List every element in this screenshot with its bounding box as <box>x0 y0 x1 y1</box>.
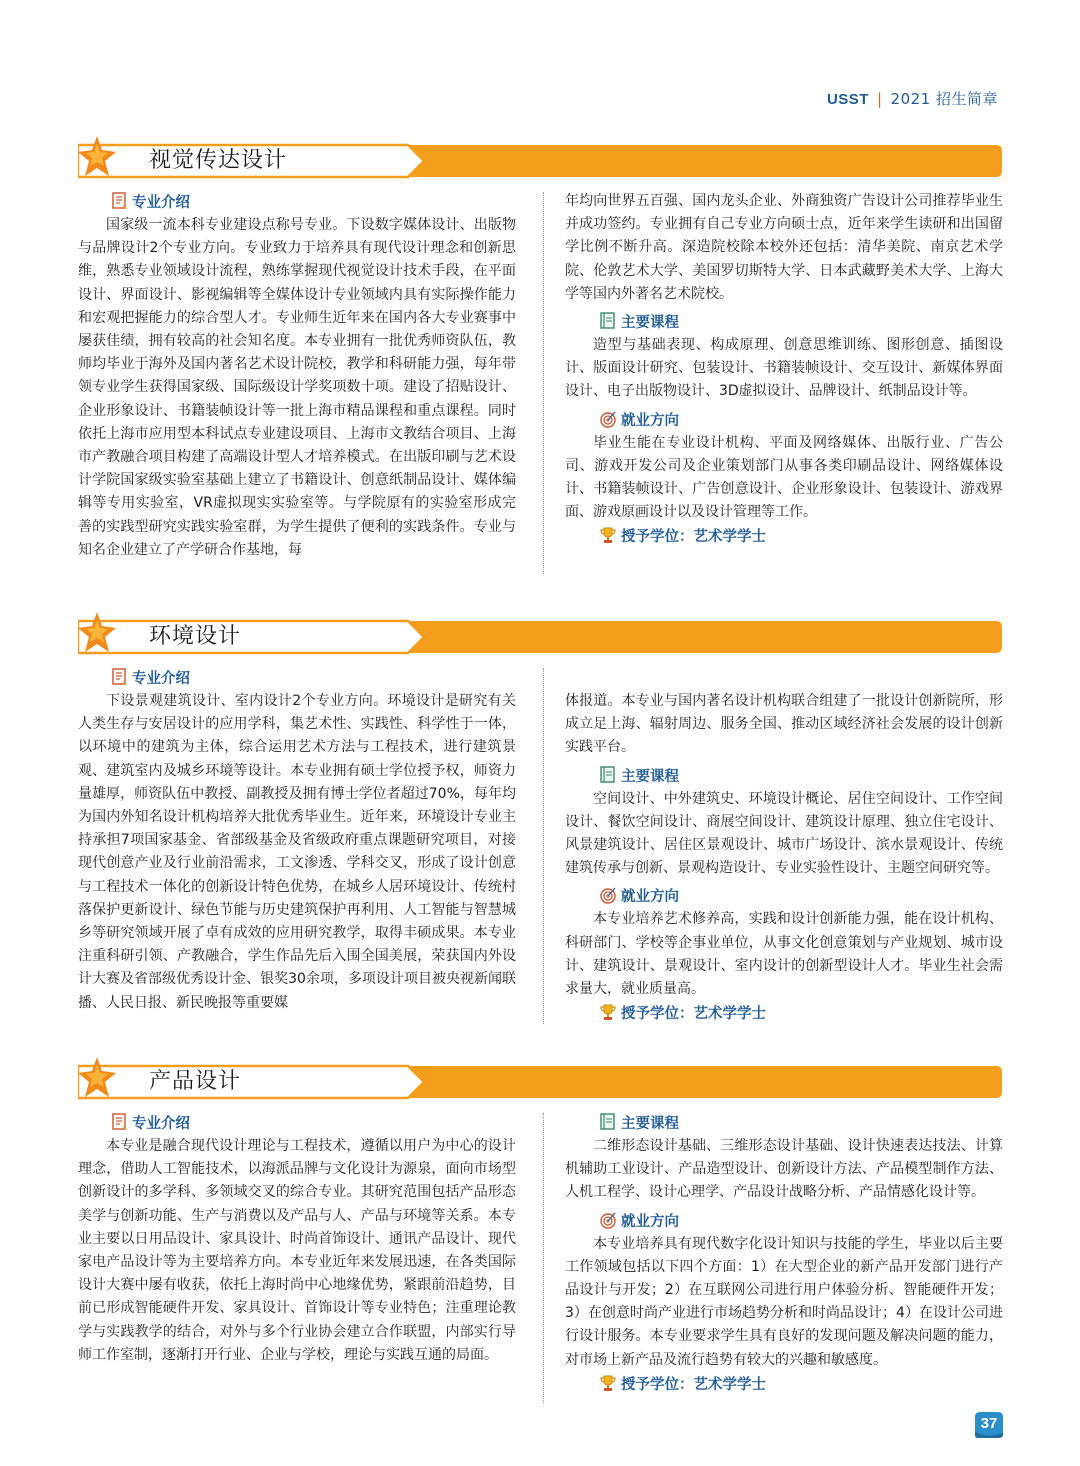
brand-name: USST <box>826 91 869 108</box>
page-number-badge <box>974 1411 1004 1439</box>
intro-text-continued: 体报道。本专业与国内著名设计机构联合组建了一批设计创新院所，形成立足上海、辐射周边、服务全国、推动区域经济社会发展的设计创新实践平台。 <box>565 693 1003 756</box>
courses-label <box>565 312 1003 334</box>
courses-label-text: 主要课程 <box>621 315 679 332</box>
career-text: 毕业生能在专业设计机构、平面及网络媒体、出版行业、广告公司、游戏开发公司及企业策划部门从事各类印刷品设计、网络媒体设计、书籍装帧设计、广告创意设计、企业形象设计、包装设计、游戏界面、游戏原画设计以及设计管理等工作。 <box>565 434 1003 521</box>
column-divider <box>543 192 544 574</box>
target-icon <box>599 410 617 428</box>
section-banner-product-design <box>78 1063 1002 1101</box>
book-icon <box>599 766 617 784</box>
section-1-left-column <box>78 192 516 562</box>
intro-label <box>78 192 516 214</box>
courses-label-text: 主要课程 <box>621 1116 679 1132</box>
degree-label <box>565 526 1003 548</box>
section-2-left-column <box>78 668 516 1015</box>
career-label <box>565 1211 1003 1233</box>
section-banner-visual-communication <box>78 142 1002 180</box>
courses-label <box>565 1113 1003 1135</box>
intro-text: 下设景观建筑设计、室内设计2个专业方向。环境设计是研究有关人类生存与安居设计的应用学科，集艺术性、实践性、科学性于一体，以环境中的建筑为主体，综合运用艺术方法与工程技术，进行建筑景观、建筑室内及城乡环境等设计。本专业拥有硕士学位授予权，师资力量雄厚，师资队伍中教授、副教授及拥有博士学位者超过70%，每年均为国内外知名设计机构培养大批优秀毕业生。近年来，环境设计专业主持承担7项国家基金、省部级基金及省级政府重点课题研究项目，对接现代创意产业及行业前沿需求，工文渗透、学科交叉，形成了设计创意与工程技术一体化的创新设计特色优势，在城乡人居环境设计、传统村落保护更新设计、绿色节能与历史建筑保护再利用、人工智能与智慧城乡等研究领域开展了卓有成效的应用研究教学，取得丰硕成果。本专业注重科研引领、产教融合，学生作品先后入围全国美展，荣获国内外设计大赛及省部级优秀设计金、银奖30余项，多项设计项目被央视新闻联播、人民日报、新民晚报等重要媒 <box>78 693 516 1011</box>
courses-label-text: 主要课程 <box>621 768 679 785</box>
section-3-right-column <box>565 1113 1003 1396</box>
trophy-icon <box>599 1374 617 1392</box>
courses-text: 空间设计、中外建筑史、环境设计概论、居住空间设计、工作空间设计、餐饮空间设计、商展空间设计、建筑设计原理、独立住宅设计、风景建筑设计、居住区景观设计、城市广场设计、滨水景观设计、传统建筑传承与创新、景观构造设计、专业实验性设计、主题空间研究等。 <box>565 790 1003 877</box>
intro-text: 国家级一流本科专业建设点称号专业。下设数字媒体设计、出版物与品牌设计2个专业方向。专业致力于培养具有现代设计理念和创新思维，熟悉专业领域设计流程，熟练掌握现代视觉设计技术手段，在平面设计、界面设计、影视编辑等全媒体设计专业领域内具有实际操作能力和宏观把握能力的综合型人才。专业师生近年来在国内各大专业赛事中屡获佳绩，拥有较高的社会知名度。本专业拥有一批优秀师资队伍，教师均毕业于海外及国内著名艺术设计院校，教学和科研能力强，每年带领专业学生获得国家级、国际级设计学奖项数十项。建设了招贴设计、企业形象设计、书籍装帧设计等一批上海市精品课程和重点课程。同时依托上海市应用型本科试点专业建设项目、上海市文教结合项目、上海市产教融合项目构建了高端设计型人才培养模式。在出版印刷与艺术设计学院国家级实验室基础上建立了书籍设计、创意纸制品设计、媒体编辑等专用实验室，VR虚拟现实实验室等。与学院原有的实验室形成完善的实践型研究实践实验室群，为学生提供了便利的实践条件。专业与知名企业建立了产学研合作基地，每 <box>78 217 516 558</box>
header-separator: | <box>876 90 883 108</box>
header-subtitle: 2021 招生简章 <box>890 90 998 108</box>
document-icon <box>110 668 128 686</box>
section-title: 视觉传达设计 <box>149 148 288 173</box>
section-banner-environmental-design <box>78 618 1002 656</box>
target-icon <box>599 886 617 904</box>
career-label <box>565 886 1003 908</box>
career-label-text: 就业方向 <box>621 889 679 906</box>
section-title: 产品设计 <box>149 1069 242 1094</box>
section-1-right-column <box>565 190 1003 548</box>
trophy-icon <box>599 1003 617 1021</box>
section-3-left-column <box>78 1113 516 1367</box>
column-divider <box>543 1113 544 1403</box>
career-text: 本专业培养艺术修养高，实践和设计创新能力强，能在设计机构、科研部门、学校等企事业单位，从事文化创意策划与产业规划、城市设计、建筑设计、景观设计、室内设计的创新型设计人才。毕业生社会需求量大，就业质量高。 <box>565 911 1003 998</box>
page-header <box>827 88 998 109</box>
degree-label <box>565 1374 1003 1396</box>
document-icon <box>110 1113 128 1131</box>
courses-label <box>565 766 1003 788</box>
section-2-right-column <box>565 690 1003 1025</box>
star-icon <box>76 1055 118 1101</box>
degree-label <box>565 1003 1003 1025</box>
intro-label-text: 专业介绍 <box>132 195 190 211</box>
career-label-text: 就业方向 <box>621 1213 679 1230</box>
document-icon <box>110 192 128 210</box>
courses-text: 造型与基础表现、构成原理、创意思维训练、图形创意、插图设计、版面设计研究、包装设计、书籍装帧设计、交互设计、新媒体界面设计、电子出版物设计、3D虚拟设计、品牌设计、纸制品设计等。 <box>565 337 1003 400</box>
courses-text: 二维形态设计基础、三维形态设计基础、设计快速表达技法、计算机辅助工业设计、产品造型设计、创新设计方法、产品模型制作方法、人机工程学、设计心理学、产品设计战略分析、产品情感化设计等。 <box>565 1138 1003 1201</box>
section-title: 环境设计 <box>149 624 242 649</box>
degree-text: 授予学位：艺术学学士 <box>621 1006 766 1023</box>
career-label-text: 就业方向 <box>621 412 679 429</box>
intro-text: 本专业是融合现代设计理论与工程技术，遵循以用户为中心的设计理念，借助人工智能技术，以海派品牌与文化设计为源泉，面向市场型创新设计的多学科、多领域交叉的综合专业。其研究范围包括产品形态美学与创新功能、生产与消费以及产品与人、产品与环境等关系。本专业主要以日用品设计、家具设计、时尚首饰设计、通讯产品设计、现代家电产品设计等为主要培养方向。本专业近年来发展迅速，在各类国际设计大赛中屡有收获，依托上海时尚中心地缘优势，紧跟前沿趋势，目前已形成智能硬件开发、家具设计、首饰设计等专业特色；注重理论教学与实践教学的结合，对外与多个行业协会建立合作联盟，内部实行导师工作室制，逐渐打开行业、企业与学校，理论与实践互通的局面。 <box>78 1138 516 1363</box>
page-number: 37 <box>980 1415 998 1432</box>
career-text: 本专业培养具有现代数字化设计知识与技能的学生，毕业以后主要工作领域包括以下四个方面：1）在大型企业的新产品开发部门进行产品设计与开发；2）在互联网公司进行用户体验分析、智能硬件开发；3）在创意时尚产业进行市场趋势分析和时尚品设计；4）在设计公司进行设计服务。本专业要求学生具有良好的发现问题及解决问题的能力，对市场上新产品及流行趋势有较大的兴趣和敏感度。 <box>565 1235 1003 1368</box>
trophy-icon <box>599 526 617 544</box>
intro-label <box>78 668 516 690</box>
book-icon <box>599 1113 617 1131</box>
intro-label <box>78 1113 516 1135</box>
intro-text-continued: 年均向世界五百强、国内龙头企业、外商独资广告设计公司推荐毕业生并成功签约。专业拥有自己专业方向硕士点，近年来学生读研和出国留学比例不断升高。深造院校除本校外还包括：清华美院、南京艺术学院、伦敦艺术大学、美国罗切斯特大学、日本武藏野美术大学、上海大学等国内外著名艺术院校。 <box>565 193 1003 302</box>
degree-text: 授予学位：艺术学学士 <box>621 529 766 546</box>
degree-text: 授予学位：艺术学学士 <box>621 1376 766 1393</box>
star-icon <box>76 134 118 180</box>
target-icon <box>599 1211 617 1229</box>
career-label <box>565 410 1003 432</box>
intro-label-text: 专业介绍 <box>132 671 190 687</box>
intro-label-text: 专业介绍 <box>132 1116 190 1132</box>
column-divider <box>543 668 544 1024</box>
book-icon <box>599 312 617 330</box>
star-icon <box>76 610 118 656</box>
